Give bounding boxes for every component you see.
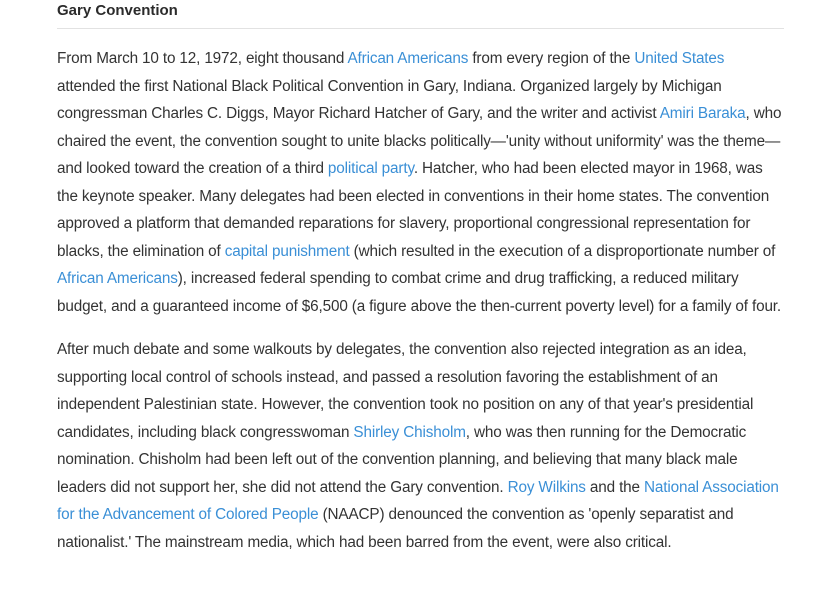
text-run: from every region of the — [468, 50, 635, 67]
text-run: . Hatcher, who had been elected mayor in 1968, was the keynote speaker. Many delegates had been elected in conventions in their home states. The convention approved a platform that demanded reparations for slavery, proportional congressional representation for blacks, the elimination of — [57, 160, 770, 260]
link-african-americans-2[interactable]: African Americans — [57, 270, 178, 287]
link-united-states[interactable]: United States — [634, 50, 725, 67]
text-run: From March 10 to 12, 1972, eight thousand — [57, 50, 348, 67]
link-naacp[interactable]: National Association for the Advancement of Colored People — [57, 478, 779, 523]
article-body — [57, 45, 784, 572]
link-political-party[interactable]: political party — [327, 160, 414, 177]
text-run: (NAACP) denounced the convention as 'openly separatist and nationalist.' The mainstream media, which had been barred from the event, were also critical. — [57, 506, 734, 551]
text-run: and the — [585, 478, 644, 496]
paragraph-2 — [57, 336, 784, 556]
link-capital-punishment[interactable]: capital punishment — [224, 242, 350, 260]
text-run: (which resulted in the execution of a disproportionate number of — [349, 242, 776, 260]
text-run: , who chaired the event, the convention sought to unite blacks politically—'unity without uniformity' was the theme—and looked toward the creation of a third — [57, 105, 782, 177]
link-amiri-baraka[interactable]: Amiri Baraka — [659, 105, 746, 122]
text-run: , who was then running for the Democratic nomination. Chisholm had been left out of the convention planning, and believing that many black male leaders did not support her, she did not attend the Gary convention. — [57, 423, 747, 496]
text-run: ), increased federal spending to combat crime and drug trafficking, a reduced military budget, and a guaranteed income of $6,500 (a figure above the then-current poverty level) for a family of four. — [57, 270, 782, 315]
link-shirley-chisholm[interactable]: Shirley Chisholm — [353, 423, 466, 441]
link-roy-wilkins[interactable]: Roy Wilkins — [507, 478, 586, 496]
link-african-americans[interactable]: African Americans — [347, 50, 469, 67]
text-run: After much debate and some walkouts by delegates, the convention also rejected integration as an idea, supporting local control of schools instead, and passed a resolution favoring the establishment of an independent Palestinian state. However, the convention took no position on any of that year's presidential candidates, including black congresswoman — [57, 341, 754, 441]
section-title: Gary Convention — [57, 2, 178, 19]
paragraph-1 — [57, 45, 784, 320]
text-run: attended the first National Black Political Convention in Gary, Indiana. Organized largely by Michigan congressman Charles C. Diggs, Mayor Richard Hatcher of Gary, and the writer and activist — [57, 77, 722, 122]
section-divider — [57, 28, 784, 29]
